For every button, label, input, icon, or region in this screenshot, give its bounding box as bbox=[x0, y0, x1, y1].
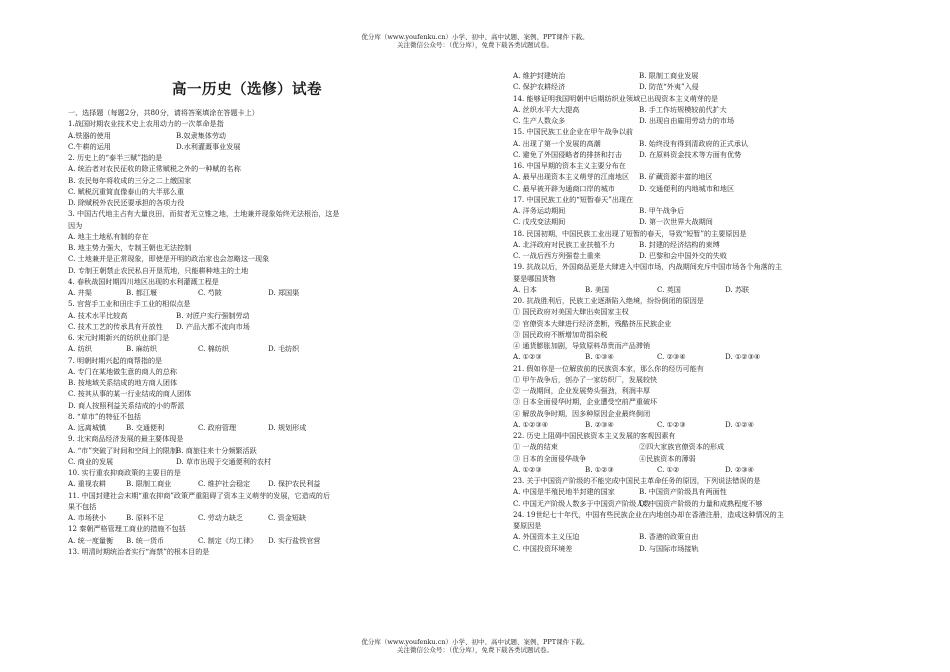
option-text: A. 最早出现资本主义萌芽的江南地区 bbox=[513, 172, 630, 182]
option-text: C. 政府管理 bbox=[198, 423, 237, 432]
option-row bbox=[68, 141, 440, 152]
option-text: B. 香港的政策自由 bbox=[639, 532, 699, 542]
option-text: B. 对匠户实行强制劳动 bbox=[176, 310, 250, 320]
option-row bbox=[513, 498, 898, 509]
option-text: D. 保护农民利益 bbox=[268, 479, 321, 489]
option-text: B. ②③④ bbox=[585, 419, 614, 429]
option-text: A. 远离城镇 bbox=[68, 423, 107, 432]
text-line: ② 一战期间，企业发展势头强劲，利润丰厚 bbox=[513, 386, 651, 395]
option-text: D.水利灌溉事业发展 bbox=[176, 141, 241, 151]
option-row bbox=[513, 70, 898, 81]
text-line: 2. 历史上的“泰半三赋”指的是 bbox=[68, 153, 163, 162]
option-text: ③ 日本的全面侵华战争 bbox=[513, 453, 587, 463]
footer-line-1: 优分库（www.youfenku.cn）小学、初中、高中试题、案例、PPT课件下载。 bbox=[361, 638, 589, 646]
option-text: B. 美国 bbox=[585, 284, 609, 294]
text-line: ③ 日本全面侵华时期，企业遭受空前严重破坏 bbox=[513, 397, 658, 407]
option-row bbox=[513, 183, 898, 194]
text-line: 16. 中国早期的资本主义主要分布在 bbox=[513, 161, 626, 170]
page-header bbox=[0, 33, 950, 49]
option-text: A. 中国是半殖民地半封建的国家 bbox=[513, 487, 615, 497]
option-text: D. 毛纺织 bbox=[268, 344, 300, 354]
option-row bbox=[513, 419, 898, 430]
option-row bbox=[513, 81, 898, 92]
option-row bbox=[513, 453, 898, 464]
option-text: D. 出现自由雇用劳动力的市场 bbox=[639, 116, 735, 125]
text-line: 6. 宋元时期新兴的纺织业部门是 bbox=[68, 333, 170, 342]
text-line: 7. 明朝时期兴起的商帮指的是 bbox=[68, 355, 163, 365]
option-text: ②四大家族官僚资本的形成 bbox=[639, 442, 725, 452]
option-row bbox=[513, 441, 898, 452]
text-line: C. 赋税沉重简直像泰山的大半那么重 bbox=[68, 186, 185, 196]
option-text: C.牛耕的运用 bbox=[68, 141, 111, 151]
option-text: B. 交通便利 bbox=[126, 423, 165, 432]
option-row bbox=[68, 478, 440, 489]
option-text: C. 戊戌变法期间 bbox=[513, 217, 566, 227]
text-line: A. 专门在某地做生意的商人的总称 bbox=[68, 366, 177, 376]
text-line: 一、选择题（每题2分，共80分，请将答案填涂在答题卡上） bbox=[68, 108, 259, 117]
option-text: A. ①②③④ bbox=[513, 419, 549, 429]
text-line: 要原因是 bbox=[513, 521, 542, 530]
option-text: B. 都江堰 bbox=[126, 288, 158, 297]
option-text: C. 英国 bbox=[657, 284, 681, 294]
option-text: A. 洋务运动期间 bbox=[513, 206, 566, 215]
text-line: 18. 民国初期，中国民族工业出现了短暂的春天，导致“短暂”的主要原因是 bbox=[513, 228, 747, 238]
option-row bbox=[513, 216, 898, 227]
option-text: D. 苏联 bbox=[725, 284, 750, 294]
option-text: A. ①②③ bbox=[513, 464, 542, 474]
option-row bbox=[68, 422, 440, 433]
option-text: ④民族资本的薄弱 bbox=[639, 453, 696, 463]
header-line-2: 关注微信公众号：（优分库），免费下载各类试题试卷。 bbox=[397, 41, 553, 49]
text-line: D. 专制王朝禁止农民私自开垦荒地，只能耕种地主的土地 bbox=[68, 265, 249, 275]
option-text: C. 保护农耕经济 bbox=[513, 82, 566, 92]
text-line: ① 国民政府对美国大肆出卖国家主权 bbox=[513, 307, 629, 317]
text-line: 23. 关于中国资产阶级的不能完成中国民主革命任务的原因，下列说法错误的是 bbox=[513, 476, 761, 485]
option-row bbox=[513, 486, 898, 497]
option-row bbox=[68, 287, 440, 298]
option-row bbox=[513, 115, 898, 126]
option-text: A. 丝织水平大大提高 bbox=[513, 104, 580, 114]
text-line: ④ 通货膨胀加剧，导致原料昂贵而产品滞销 bbox=[513, 341, 651, 350]
option-row bbox=[68, 130, 440, 141]
option-row bbox=[68, 535, 440, 546]
option-row bbox=[68, 512, 440, 523]
text-line: A. 地主土地私有制的存在 bbox=[68, 231, 149, 241]
option-text: A. 技术水平比较高 bbox=[68, 310, 128, 320]
text-line: 8. “草市”的特征不包括 bbox=[68, 411, 142, 421]
text-line: 19. 抗战以后，外国商品更是大肆进入中国市场，内战期间充斥中国市场各个角落的主 bbox=[513, 262, 782, 272]
text-line: 11. 中国封建社会末期“重农抑商”政策严重阻碍了资本主义萌芽的发展，它造成的后 bbox=[68, 490, 330, 500]
option-text: D. 防范“外夷”入侵 bbox=[639, 82, 699, 92]
option-text: D. 第一次世界大战期间 bbox=[639, 217, 713, 227]
option-text: B. 统一货币 bbox=[126, 535, 165, 545]
option-text: A. 北洋政府对民族工业扶植不力 bbox=[513, 239, 615, 249]
option-text: C. 制定《均工律》 bbox=[198, 535, 258, 545]
option-row bbox=[68, 321, 440, 332]
right-column bbox=[513, 70, 898, 554]
option-text: B. 中国资产阶级具有两面性 bbox=[639, 487, 727, 497]
text-line: A. 统治者对农民征收的除正常赋税之外的一种赋的名称 bbox=[68, 164, 241, 174]
option-row bbox=[68, 310, 440, 321]
text-line: 1.战国时期农业技术史上农用动力的一次革命是指 bbox=[68, 119, 224, 129]
option-text: A. 维护封建统治 bbox=[513, 71, 566, 80]
text-line: 21. 假如你是一位解放前的民族资本家，那么你的经历可能有 bbox=[513, 363, 704, 373]
option-row bbox=[513, 543, 898, 554]
text-line: 10. 实行重农抑商政策的主要目的是 bbox=[68, 468, 181, 477]
option-row bbox=[513, 284, 898, 295]
option-text: B. 商旅往来十分频繁活跃 bbox=[176, 445, 257, 455]
option-text: A. ①②③ bbox=[513, 352, 542, 362]
text-line: 24. 19世纪七十年代，中国有些民族企业在内地创办却在香港注册，造成这种情况的主 bbox=[513, 509, 784, 519]
option-text: B.奴隶集体劳动 bbox=[176, 130, 227, 140]
option-text: D. 产品大都不流向市场 bbox=[176, 321, 250, 331]
option-text: C. 棉纺织 bbox=[198, 344, 229, 354]
option-text: A. “市”突破了时间和空间上的限制 bbox=[68, 445, 178, 455]
text-line: 要是哪国货物 bbox=[513, 273, 556, 283]
option-row bbox=[513, 171, 898, 182]
option-row bbox=[513, 464, 898, 475]
option-text: D. 郑国渠 bbox=[268, 288, 300, 297]
option-text: B. 限制工商业发展 bbox=[639, 71, 699, 80]
footer-line-2: 关注微信公众号：（优分库），免费下载各类试题试卷。 bbox=[397, 646, 553, 654]
option-row bbox=[513, 531, 898, 542]
option-text: C. 技术工艺的传承具有开放性 bbox=[68, 321, 163, 331]
text-line: B. 按地域关系结成的地方商人团体 bbox=[68, 378, 178, 387]
page-title: 高一历史（选修）试卷 bbox=[172, 81, 322, 98]
option-text: C. 中国无产阶级人数多于中国资产阶级人数 bbox=[513, 498, 651, 508]
option-text: A. 统一度量衡 bbox=[68, 535, 114, 545]
text-line: B. 地主势力强大，专制王朝也无法控制 bbox=[68, 243, 192, 252]
option-text: D. 与国际市场接轨 bbox=[639, 543, 699, 553]
option-text: A. 井渠 bbox=[68, 288, 92, 297]
text-line: ④ 解放战争时期，因多种原因企业最终倒闭 bbox=[513, 408, 651, 418]
text-line: C. 土地兼并是正常现象，即使是开明的政治家也会忽略这一现象 bbox=[68, 254, 270, 264]
text-line: 20. 抗战胜利后，民族工业逐渐陷入绝境，纷纷倒闭的原因是 bbox=[513, 296, 704, 305]
option-text: D. 中国资产阶级的力量和成熟程度不够 bbox=[639, 498, 763, 508]
text-line: ① 甲午战争后，创办了一家纺织厂，发展较快 bbox=[513, 374, 658, 384]
text-line: 17. 中国民族工业的“短暂春天”出现在 bbox=[513, 194, 634, 204]
option-text: D. 巴黎和会中国外交的失败 bbox=[639, 251, 727, 260]
text-line: D. 除赋税外农民还要承担的各项力役 bbox=[68, 198, 185, 207]
text-line: 12 秦朝严格管理工商业的措施不包括 bbox=[68, 524, 186, 534]
option-text: B. 矿藏资源丰富的地区 bbox=[639, 172, 713, 182]
option-row bbox=[513, 250, 898, 261]
option-text: B. 始终没有得到清政府的正式承认 bbox=[639, 138, 749, 148]
option-text: C. 维护社会稳定 bbox=[198, 479, 251, 489]
option-text: C. 劳动力缺乏 bbox=[198, 513, 244, 522]
option-text: D. 实行盐铁官营 bbox=[268, 535, 321, 545]
header-line-1: 优分库（www.youfenku.cn）小学、初中、高中试题、案例、PPT课件下载。 bbox=[361, 33, 589, 41]
text-line: ③ 国民政府不断增加苛捐杂税 bbox=[513, 329, 608, 339]
option-text: D. ①②③④ bbox=[725, 352, 761, 362]
left-column bbox=[68, 107, 440, 557]
text-line: ② 官僚资本大肆进行经济垄断，残酷挤压民族企业 bbox=[513, 318, 672, 328]
option-text: ① 一战的结束 bbox=[513, 442, 558, 452]
option-text: B. 手工作坊规模较前代扩大 bbox=[639, 104, 727, 114]
option-row bbox=[68, 456, 440, 467]
option-text: C. ②③④ bbox=[657, 352, 686, 362]
option-text: C. 资金短缺 bbox=[268, 513, 307, 522]
option-row bbox=[68, 445, 440, 456]
option-row bbox=[513, 351, 898, 362]
text-line: 果不包括 bbox=[68, 501, 97, 511]
option-text: D. 在原料资金技术等方面有优势 bbox=[639, 149, 742, 159]
option-row bbox=[68, 343, 440, 354]
option-row bbox=[513, 104, 898, 115]
text-line: 13. 明清时期统治者实行“海禁”的根本目的是 bbox=[68, 546, 210, 556]
option-text: B. 原料不足 bbox=[126, 513, 165, 522]
option-text: C. 芍陂 bbox=[198, 288, 222, 297]
text-line: 5. 官营手工业和田庄手工业的相似点是 bbox=[68, 299, 191, 309]
option-text: D. ②③④ bbox=[725, 464, 755, 474]
option-row bbox=[513, 239, 898, 250]
text-line: 4. 春秋战国时期四川地区出现的水利灌溉工程是 bbox=[68, 276, 219, 286]
option-text: A. 纺织 bbox=[68, 344, 92, 354]
text-line: 22. 历史上阻碍中国民族资本主义发展的客观因素有 bbox=[513, 431, 676, 440]
text-line: B. 农民每年将收成的三分之二上缴国家 bbox=[68, 175, 192, 185]
option-text: C. ①② bbox=[657, 464, 680, 474]
option-row bbox=[513, 149, 898, 160]
text-line: 3. 中国古代地主占有大量良田，而贫者无立锥之地，土地兼并现象始终无法根治，这是 bbox=[68, 209, 340, 219]
option-text: B. 甲午战争后 bbox=[639, 206, 685, 215]
page-footer bbox=[0, 638, 950, 654]
option-text: A. 重视农耕 bbox=[68, 479, 107, 489]
option-text: C. 生产人数众多 bbox=[513, 116, 566, 125]
option-text: A. 出现了第一个发展的高潮 bbox=[513, 138, 601, 148]
option-text: B. 封建的经济结构的束缚 bbox=[639, 239, 720, 249]
option-text: B. 麻纺织 bbox=[126, 344, 158, 354]
text-line: 14. 能够证明我国明朝中后期纺织业领域已出现资本主义萌芽的是 bbox=[513, 93, 719, 103]
option-text: C. 商业的发展 bbox=[68, 456, 114, 466]
option-text: C. 最早被开辟为通商口岸的城市 bbox=[513, 183, 615, 193]
text-line: C. 按其从事的某一行业结成的商人团体 bbox=[68, 389, 192, 399]
option-text: A. 外国资本主义压迫 bbox=[513, 532, 580, 542]
option-row bbox=[513, 205, 898, 216]
option-text: A. 日本 bbox=[513, 284, 537, 294]
option-text: D. ①②④ bbox=[725, 419, 755, 429]
option-text: B. ①③④ bbox=[585, 352, 614, 362]
option-text: C. 避免了外国侵略者的排挤和打击 bbox=[513, 149, 622, 159]
text-line: D. 商人按照利益关系结成的小的帮派 bbox=[68, 400, 185, 410]
text-line: 因为 bbox=[68, 220, 83, 230]
option-text: C. ①②③ bbox=[657, 419, 686, 429]
option-text: C. 中国投资环境差 bbox=[513, 543, 573, 553]
option-text: D. 规划形成 bbox=[268, 423, 307, 432]
option-text: D. 交通便利的内地城市和地区 bbox=[639, 183, 735, 193]
option-text: D. 草市出现于交通便利的农村 bbox=[176, 456, 272, 466]
option-row bbox=[513, 138, 898, 149]
option-text: C. 一战后西方列强卷土重来 bbox=[513, 251, 601, 260]
text-line: 15. 中国民族工业企业在甲午战争以前 bbox=[513, 127, 633, 137]
option-text: A.铁器的使用 bbox=[68, 130, 111, 140]
option-text: A. 市场狭小 bbox=[68, 513, 107, 522]
option-text: B. 限制工商业 bbox=[126, 479, 172, 489]
text-line: 9. 北宋商品经济发展的最主要体现是 bbox=[68, 434, 184, 444]
option-text: B. ①②③ bbox=[585, 464, 614, 474]
